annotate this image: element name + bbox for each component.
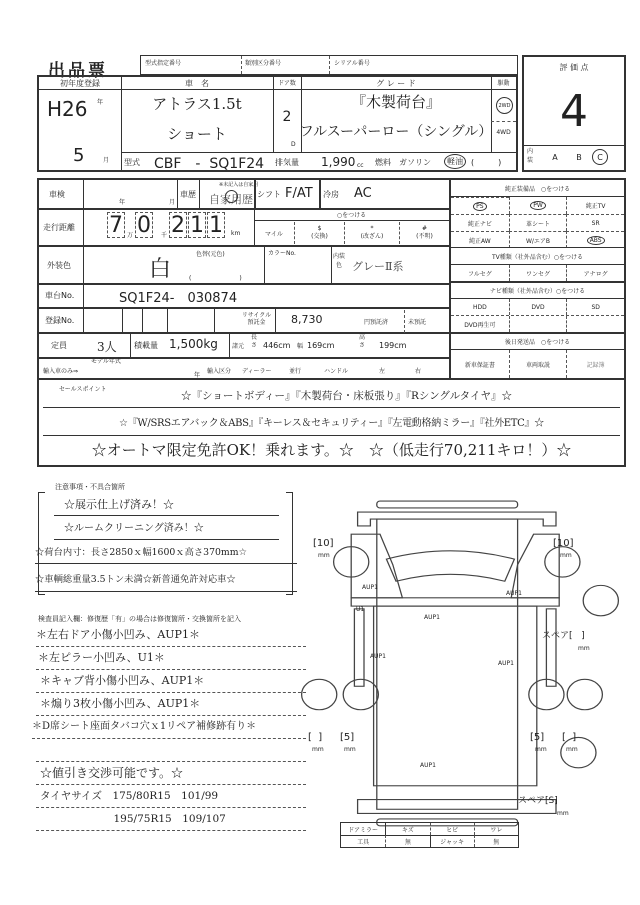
mileage-odometer [87,210,247,242]
tools-value: 無 [385,835,429,847]
model-year-unit: 年 [194,372,201,379]
recycle-unpaid: 未預託 [404,310,429,333]
sales-label: セールスポイント [59,386,107,393]
width-label: 幅 [297,343,304,350]
inspector-notes [32,624,306,831]
mileage-digit: 1 [209,212,223,238]
mm-unit: mm [312,746,324,753]
notes-box [35,492,293,595]
divider [491,121,516,122]
mm-unit: mm [318,552,330,559]
windshield [386,551,514,581]
navi-dvd: DVD [509,299,567,315]
handle-right: 右 [415,368,422,375]
car-name-sub: ショート [167,125,227,143]
tv-analog: アナログ [566,265,624,281]
score-label: 評 価 点 [559,62,589,72]
car-name-label: 車 名 [185,78,209,88]
score-box [522,55,626,172]
notes-label: 注意事項・不具合箇所 [55,483,125,491]
model: CBF - SQ1F24 [154,156,265,172]
recycle-amount: 8,730 [291,313,323,326]
note-line: ☆車輌総重量3.5トン未満☆新普通免許対応車☆ [35,570,297,592]
displacement-unit: cc [357,162,364,169]
equip-pw [509,197,567,214]
history-value: 自家用歴 [209,193,253,206]
unit-km: km [231,230,241,237]
tools-label: 工具 [341,835,385,847]
grade-label: グ レ ー ド [376,78,416,88]
inspector-line-empty [36,739,306,762]
damage-mark-pillar: U1 [356,606,365,613]
mileage-digit: 7 [109,212,123,238]
mirror-crack: ヒビ [430,823,474,835]
divider [229,332,230,357]
sales-line-2: ☆『W/SRSエアバック＆ABS』『キーレス＆セキュリティー』『左電動格納ミラー』『社外ETC』☆ [119,417,544,429]
later-options [451,349,624,378]
tv-options [451,264,624,281]
import-dealer: ディーラー [242,368,272,375]
door-unit: D [291,141,296,148]
length: 446cm [263,341,291,350]
inspector-label: 検査員記入欄：修復歴「有」の場合は修復箇所・交換箇所を記入 [38,615,241,623]
equip-ps [451,197,509,214]
tampered-option: * (改ざん) [344,222,399,244]
grade-line2: フルスーパーロー（シングル） [299,124,493,140]
right-step [546,609,556,686]
later-records: 記録簿 [566,350,624,378]
tire-size-1: タイヤサイズ 175/80R15 101/99 [36,785,306,808]
spec-box [37,178,626,380]
door-label: ドア数 [278,80,296,87]
interior-color: グレーⅡ系 [352,260,404,273]
divider [122,307,123,332]
history-label: 車歴 [180,190,196,199]
fuel-diesel-circled: 軽油 [444,154,466,169]
width: 169cm [307,341,335,350]
tread-value: 10 [556,538,570,549]
cab-back [351,598,559,606]
displacement-label: 排気量 [275,158,299,167]
car-info-box [37,75,518,172]
spare-1: スペア[ ] [542,631,585,641]
mm-unit: mm [566,746,578,753]
history-note: ※未記入は自家用 [219,182,259,188]
navi-title: ナビ種類（社外品含む）○をつける [451,281,624,298]
tv-title: TV種類（社外品含む）○をつける [451,247,624,264]
model-year-label: モデル年式 [91,358,121,365]
mm-unit: mm [578,645,590,652]
exterior-color: 白 [149,257,172,282]
color-no-label: カラーNo. [268,250,296,257]
interior-b: B [576,152,582,162]
divider [83,180,84,332]
mm-unit: mm [557,810,569,817]
divider [39,89,516,90]
import-type-label: 輸入区分 [207,368,232,375]
spare-label: スペア [518,796,546,806]
length-label: 長さ [251,334,258,349]
divider [199,180,200,208]
fuel-other: ( ) [471,158,502,167]
spare-value: S [548,796,555,806]
note-line: ☆荷台内寸：長さ2850ｘ幅1600ｘ高さ370mm☆ [35,543,297,564]
spare-2: スペア[S] [518,796,558,806]
unknown-option: # (不明) [399,222,449,244]
navi-sd: SD [566,299,624,315]
car-name: アトラス1.5t [152,95,242,113]
mileage-digit: 1 [190,212,204,238]
exterior-label: 外装色 [47,261,71,270]
divider [254,220,449,221]
bracket [286,594,292,595]
displacement: 1,990 [321,155,356,169]
handle-left: 左 [379,368,386,375]
equipment-title: 純正装備品 ○をつける [504,185,571,193]
drive-4wd: 4WD [496,129,511,136]
damage-mark-right-gate: AUP1 [498,660,514,667]
divider [39,283,449,285]
note-line: ☆ルームクリーニング済み！☆ [54,519,279,540]
later-title: 後日発送品 ○をつける [451,332,624,349]
tread-rear-right: [5] [530,732,545,743]
import-label: 輸入車のみ⇒ [43,368,79,375]
divider [319,180,321,208]
note-line: ☆展示仕上げ済み！☆ [54,495,279,516]
first-reg-label: 初年度登録 [60,78,100,88]
inspection-month: 月 [169,199,176,206]
doors: 2 [282,109,292,125]
dims-label: 諸元 [232,343,245,350]
tv-fullseg: フルセグ [467,270,492,278]
year: H26 [47,97,88,121]
mm-unit: mm [535,746,547,753]
model-label: 型式 [124,158,140,167]
unit-man: 万 [127,232,134,239]
damage-mark-rear-gate: AUP1 [420,762,436,769]
bracket [286,492,292,493]
chassis-number: SQ1F24- 030874 [119,291,238,306]
equip-airbag: W/エアB [509,231,567,248]
ps-circled: PS [473,202,486,211]
damage-mark-left-gate: AUP1 [370,653,386,660]
interior-a: A [552,152,558,162]
inspection-year: 年 [119,199,126,206]
bracket [39,492,45,493]
equip-navi: 純正ナビ [451,214,509,231]
drive-2wd-circled: 2WD [496,97,513,114]
right-door [511,534,559,598]
inspector-line: ＊左右ドア小傷小凹み、AUP1＊ [36,624,306,647]
tread-rear-right-outer: [ ] [562,732,577,743]
inspector-line: ☆値引き交渉可能です。☆ [36,762,306,785]
serial-label: シリアル番号 [334,60,370,67]
month: 5 [73,145,85,166]
circle-mark [225,190,238,203]
later-manual: 車両取説 [509,350,567,378]
cab-bed-outline [377,519,518,809]
exchange-option: $ (交換) [294,222,344,244]
bracket [39,594,45,595]
jack-value: 無 [474,835,518,847]
later-warranty: 新車保証書 [464,361,495,369]
tread-front-left: [10] [313,538,334,549]
tv-oneseg: ワンセグ [509,265,567,281]
interior-c-circled: C [592,149,608,165]
sales-points [37,380,626,467]
equip-sr: SR [566,214,624,231]
inspector-line: ＊D席シート座面タバコ穴ｘ1リペア補修跡有り＊ [32,716,306,739]
navi-options [451,298,624,315]
fuel-gasoline: ガソリン [399,158,431,167]
inspector-line: ＊左ピラー小凹み、U1＊ [36,647,306,670]
mileage-digit: 2 [171,212,185,238]
handle-label: ハンドル [324,368,349,375]
divider [524,145,624,146]
ac-label: 冷房 [323,190,339,199]
shift-label: シフト [257,190,281,199]
abs-circled: ABS [587,236,605,245]
interior-color-label: 内装色 [332,253,345,269]
inspection-label: 車検 [49,190,65,199]
mileage-digit: 0 [137,212,151,238]
inspector-line: ＊キャブ背小傷小凹み、AUP1＊ [36,670,306,693]
divider [264,245,265,283]
shift: F/AT [285,186,313,201]
tire-rear-left-outer [302,679,337,709]
damage-mark-left-door: AUP1 [362,584,378,591]
inspector-line: ＊煽り3枚小傷小凹み、AUP1＊ [36,693,306,716]
equip-leather: 革シート [509,214,567,231]
divider [241,56,242,74]
month-unit: 月 [103,157,110,164]
mark-label: ○をつける [336,212,367,219]
grade-line1: 『木製荷台』 [350,93,441,111]
ac: AC [354,186,372,201]
tire-rear-right-outer [567,679,602,709]
divider [177,180,178,208]
dvd-playable: DVD再生可 [464,321,496,329]
empty-cell [509,316,567,332]
divider [39,332,449,334]
equipment-grid [451,196,624,248]
recycle-label: リサイクル預託金 [241,312,272,326]
category-label: 類別区分番号 [245,60,282,67]
divider [254,180,256,208]
divider [130,332,131,357]
mirror-label: ドアミラー [348,826,379,834]
jack-label: ジャッキ [430,835,474,847]
chassis-label: 車台No. [45,291,75,300]
left-step [354,609,364,686]
top-fields [140,55,518,75]
type-designation-label: 型式指定番号 [145,60,182,67]
divider [167,307,168,332]
tread-value: 10 [316,538,330,549]
year-unit: 年 [97,99,104,106]
mm-unit: mm [344,746,356,753]
tire-size-2: 195/75R15 109/107 [36,808,306,831]
interior-label: 内装 [527,148,534,164]
registration-label: 登録No. [45,316,75,325]
tread-rear-left-outer: [ ] [308,732,323,743]
mile-option: マイル [265,230,283,238]
fuel-label: 燃料 [375,158,391,167]
front-bumper [377,501,518,508]
drive-label: 駆動 [497,80,510,87]
spare-tire-1 [583,585,618,615]
capacity: 3人 [97,340,117,354]
unit-sen: 千 [161,232,168,239]
load-label: 積載量 [134,341,158,350]
equip-tv: 純正TV [566,197,624,214]
empty-cell [566,316,624,332]
score-value: 4 [560,86,588,137]
equipment-panel [451,180,624,378]
repaint-paren: ( ) [189,275,242,282]
mileage-label: 走行距離 [43,223,75,232]
height: 199cm [379,341,407,350]
bed [374,606,537,786]
sheet-title: 出品票 [48,61,108,81]
tread-front-right: [10] [553,538,574,549]
import-parallel: 並行 [289,368,302,375]
tread-rear-left: [5] [340,732,355,743]
sales-line-3: ☆オートマ限定免許OK！乗れます。☆ ☆（低走行70,211キロ！）☆ [91,440,572,459]
tread-value: 5 [533,732,541,743]
navi-hdd: HDD [472,303,487,311]
sales-line-1: ☆『ショートボディー』『木製荷台・床板張り』『Rシングルタイヤ』☆ [181,389,512,402]
capacity-label: 定員 [51,341,67,350]
dvd-row [451,315,624,332]
spare-label: スペア [542,631,570,641]
divider [39,245,449,247]
mirror-break: ワレ [474,823,518,835]
pw-circled: PW [530,201,546,210]
mm-unit: mm [560,552,572,559]
height-label: 高さ [359,334,366,349]
damage-mark-cab-back: AUP1 [424,614,440,621]
divider [329,56,330,74]
divider [275,307,276,332]
divider [142,307,143,332]
mirror-scratch: キズ [385,823,429,835]
load: 1,500kg [169,337,218,351]
damage-mark-right-door: AUP1 [506,590,522,597]
equip-aw: 純正AW [451,231,509,248]
repaint-label: 色替(元色) [196,251,225,258]
recycle-paid: 円預託済 [364,319,389,326]
mirror-tools-table [340,822,519,848]
equip-abs [566,231,624,248]
divider [214,307,215,332]
tread-value: 5 [343,732,351,743]
